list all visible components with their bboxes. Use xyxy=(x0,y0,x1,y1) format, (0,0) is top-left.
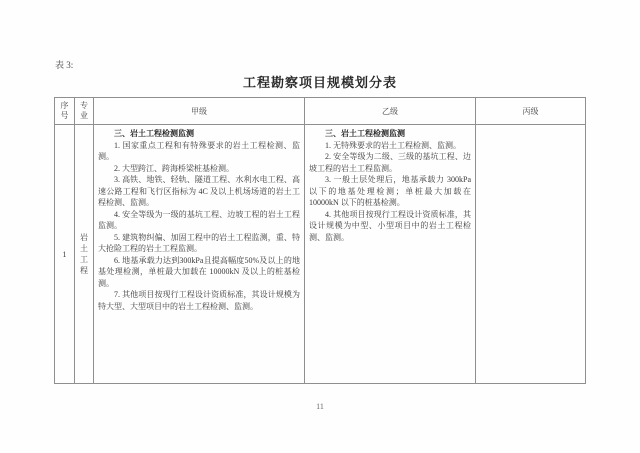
grade-a-item: 5. 建筑物纠偏、加固工程中的岩土工程监测，重、特大抢险工程的岩土工程监测。 xyxy=(98,232,300,253)
header-specialty-label: 专业 xyxy=(80,101,88,120)
header-specialty xyxy=(75,98,94,125)
grade-a-item: 1. 国家重点工程和有特殊要求的岩土工程检测、监测。 xyxy=(98,140,300,161)
grade-a-item: 2. 大型跨江、跨海桥梁桩基检测。 xyxy=(114,163,234,173)
header-grade-a: 甲级 xyxy=(94,98,305,125)
grade-b-heading: 三、岩土工程检测监测 xyxy=(325,129,405,138)
cell-seq: 1 xyxy=(55,125,75,384)
cell-grade-b xyxy=(305,125,476,384)
header-grade-b: 乙级 xyxy=(305,98,476,125)
grade-b-item: 1. 无特殊要求的岩土工程检测、监测。 xyxy=(325,140,461,150)
table-row xyxy=(55,125,586,384)
grade-a-item: 6. 地基承载力达到300kPa且提高幅度50%及以上的地基处理检测，单桩最大加载在 10000kN 及以上的桩基检测。 xyxy=(98,255,300,288)
page-title: 工程勘察项目规模划分表 xyxy=(242,75,397,90)
project-scale-table xyxy=(54,97,586,384)
table-label: 表 3: xyxy=(55,60,74,70)
grade-a-item: 4. 安全等级为一级的基坑工程、边坡工程的岩土工程监测。 xyxy=(98,209,300,230)
grade-a-heading: 三、岩土工程检测监测 xyxy=(114,129,194,138)
header-seq xyxy=(55,98,75,125)
grade-a-item: 7. 其他项目按现行工程设计资质标准，其设计规模为特大型、大型项目中的岩土工程检测、监测。 xyxy=(98,290,300,311)
grade-b-item: 3. 一般土层处理后，地基承载力 300kPa 以下的地基处理检测；单桩最大加载在 10000kN 以下的桩基检测。 xyxy=(309,175,471,207)
grade-b-item: 4. 其他项目按现行工程设计资质标准，其设计规模为中型、小型项目中的岩土工程检测、监测。 xyxy=(309,209,471,242)
header-seq-label: 序号 xyxy=(60,101,69,120)
specialty-label: 岩土工程 xyxy=(80,233,88,275)
grade-b-item: 2. 安全等级为二级、三级的基坑工程、边坡工程的岩土工程监测。 xyxy=(309,152,471,173)
cell-grade-c xyxy=(476,125,586,384)
cell-specialty xyxy=(75,125,94,384)
page-number: 11 xyxy=(316,402,324,411)
header-row xyxy=(55,98,586,125)
cell-grade-a xyxy=(94,125,305,384)
grade-a-item: 3. 高铁、地铁、轻轨、隧道工程、水利水电工程、高速公路工程和飞行区指标为 4C 及以上机场场道的岩土工程检测、监测。 xyxy=(98,175,300,207)
header-grade-c: 丙级 xyxy=(476,98,586,125)
